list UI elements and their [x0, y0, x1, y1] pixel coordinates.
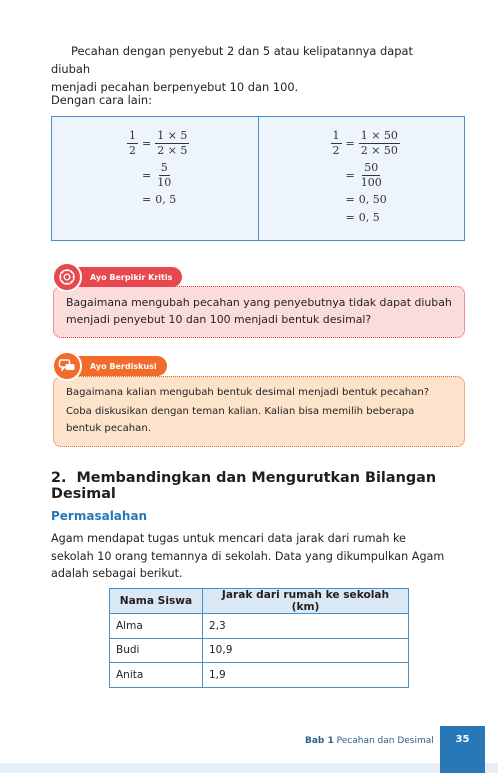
- intro-paragraph: [51, 42, 451, 96]
- footer-band: [0, 763, 498, 773]
- discussion-badge-label: Ayo Berdiskusi: [90, 361, 157, 371]
- chapter-number: Bab 1: [305, 736, 334, 746]
- footer-chapter: [305, 736, 434, 746]
- fraction-one-half: $\frac{1}{2}$: [332, 129, 340, 157]
- section-number: 2.: [51, 470, 67, 486]
- decimal-result: 0, 5: [358, 211, 380, 224]
- intro-line-1: Pecahan dengan penyebut 2 dan 5 atau kelipatannya dapat diubah: [51, 44, 413, 76]
- fraction-hundredths: $\frac{50}{100}$: [360, 161, 382, 189]
- decimal-result: 0, 5: [155, 193, 177, 206]
- column-header-name: Nama Siswa: [110, 589, 203, 614]
- discussion-instruction: Coba diskusikan dengan teman kalian. Kalian bisa memilih beberapa bentuk pecahan.: [66, 406, 415, 434]
- fraction-tenths: $\frac{5}{10}$: [157, 161, 172, 189]
- decimal-hundredths: 0, 50: [358, 193, 387, 206]
- table-row: [110, 614, 409, 639]
- page-number-tab: [440, 726, 485, 773]
- page-number: 35: [455, 734, 470, 745]
- student-distance: 10,9: [203, 638, 409, 663]
- conversion-example-right: $\frac{1}{2}$ = $\frac{1 \times 50}{2 \times 50}$ = $\frac{50}{100}$ = 0, 50 = 0, 5: [258, 117, 465, 240]
- fraction-one-half: $\frac{1}{2}$: [129, 129, 136, 157]
- section-heading: [51, 470, 498, 502]
- table-row: [110, 638, 409, 663]
- table-header-row: [110, 589, 409, 614]
- table-row: [110, 663, 409, 688]
- student-name: Budi: [110, 638, 203, 663]
- column-header-distance: Jarak dari rumah ke sekolah (km): [203, 589, 409, 614]
- student-distance: 2,3: [203, 614, 409, 639]
- intro-line-2: menjadi pecahan berpenyebut 10 dan 100.: [51, 80, 299, 94]
- chapter-title: Pecahan dan Desimal: [336, 736, 434, 746]
- fraction-expanded: $\frac{1 \times 5}{2 \times 5}$: [157, 129, 188, 157]
- problem-subheading: Permasalahan: [51, 509, 148, 523]
- problem-paragraph: Agam mendapat tugas untuk mencari data jarak dari rumah ke sekolah 10 orang temannya di sekolah. Data yang dikumpulkan Agam adalah sebagai berikut.: [51, 532, 445, 580]
- conversion-example-left: $\frac{1}{2}$ = $\frac{1 \times 5}{2 \times 5}$ = $\frac{5}{10}$ = 0, 5: [129, 129, 188, 206]
- fraction-conversion-box: [51, 116, 465, 241]
- critical-thinking-box: [53, 286, 465, 338]
- brain-gear-icon: [52, 262, 82, 292]
- student-name: Alma: [110, 614, 203, 639]
- critical-thinking-question: Bagaimana mengubah pecahan yang penyebutnya tidak dapat diubah menjadi penyebut 10 dan 100 menjadi bentuk desimal?: [66, 296, 452, 326]
- discussion-box: [53, 376, 465, 447]
- student-name: Anita: [110, 663, 203, 688]
- student-distance: 1,9: [203, 663, 409, 688]
- discussion-question: Bagaimana kalian mengubah bentuk desimal menjadi bentuk pecahan?: [66, 387, 430, 398]
- fraction-expanded: $\frac{1 \times 50}{2 \times 50}$: [360, 129, 398, 157]
- critical-thinking-badge-label: Ayo Berpikir Kritis: [90, 272, 173, 282]
- discussion-icon: [52, 351, 82, 381]
- section-title: Membandingkan dan Mengurutkan Bilangan Desimal: [51, 470, 437, 502]
- distance-table: [109, 588, 409, 688]
- alternate-method-label: Dengan cara lain:: [51, 93, 152, 107]
